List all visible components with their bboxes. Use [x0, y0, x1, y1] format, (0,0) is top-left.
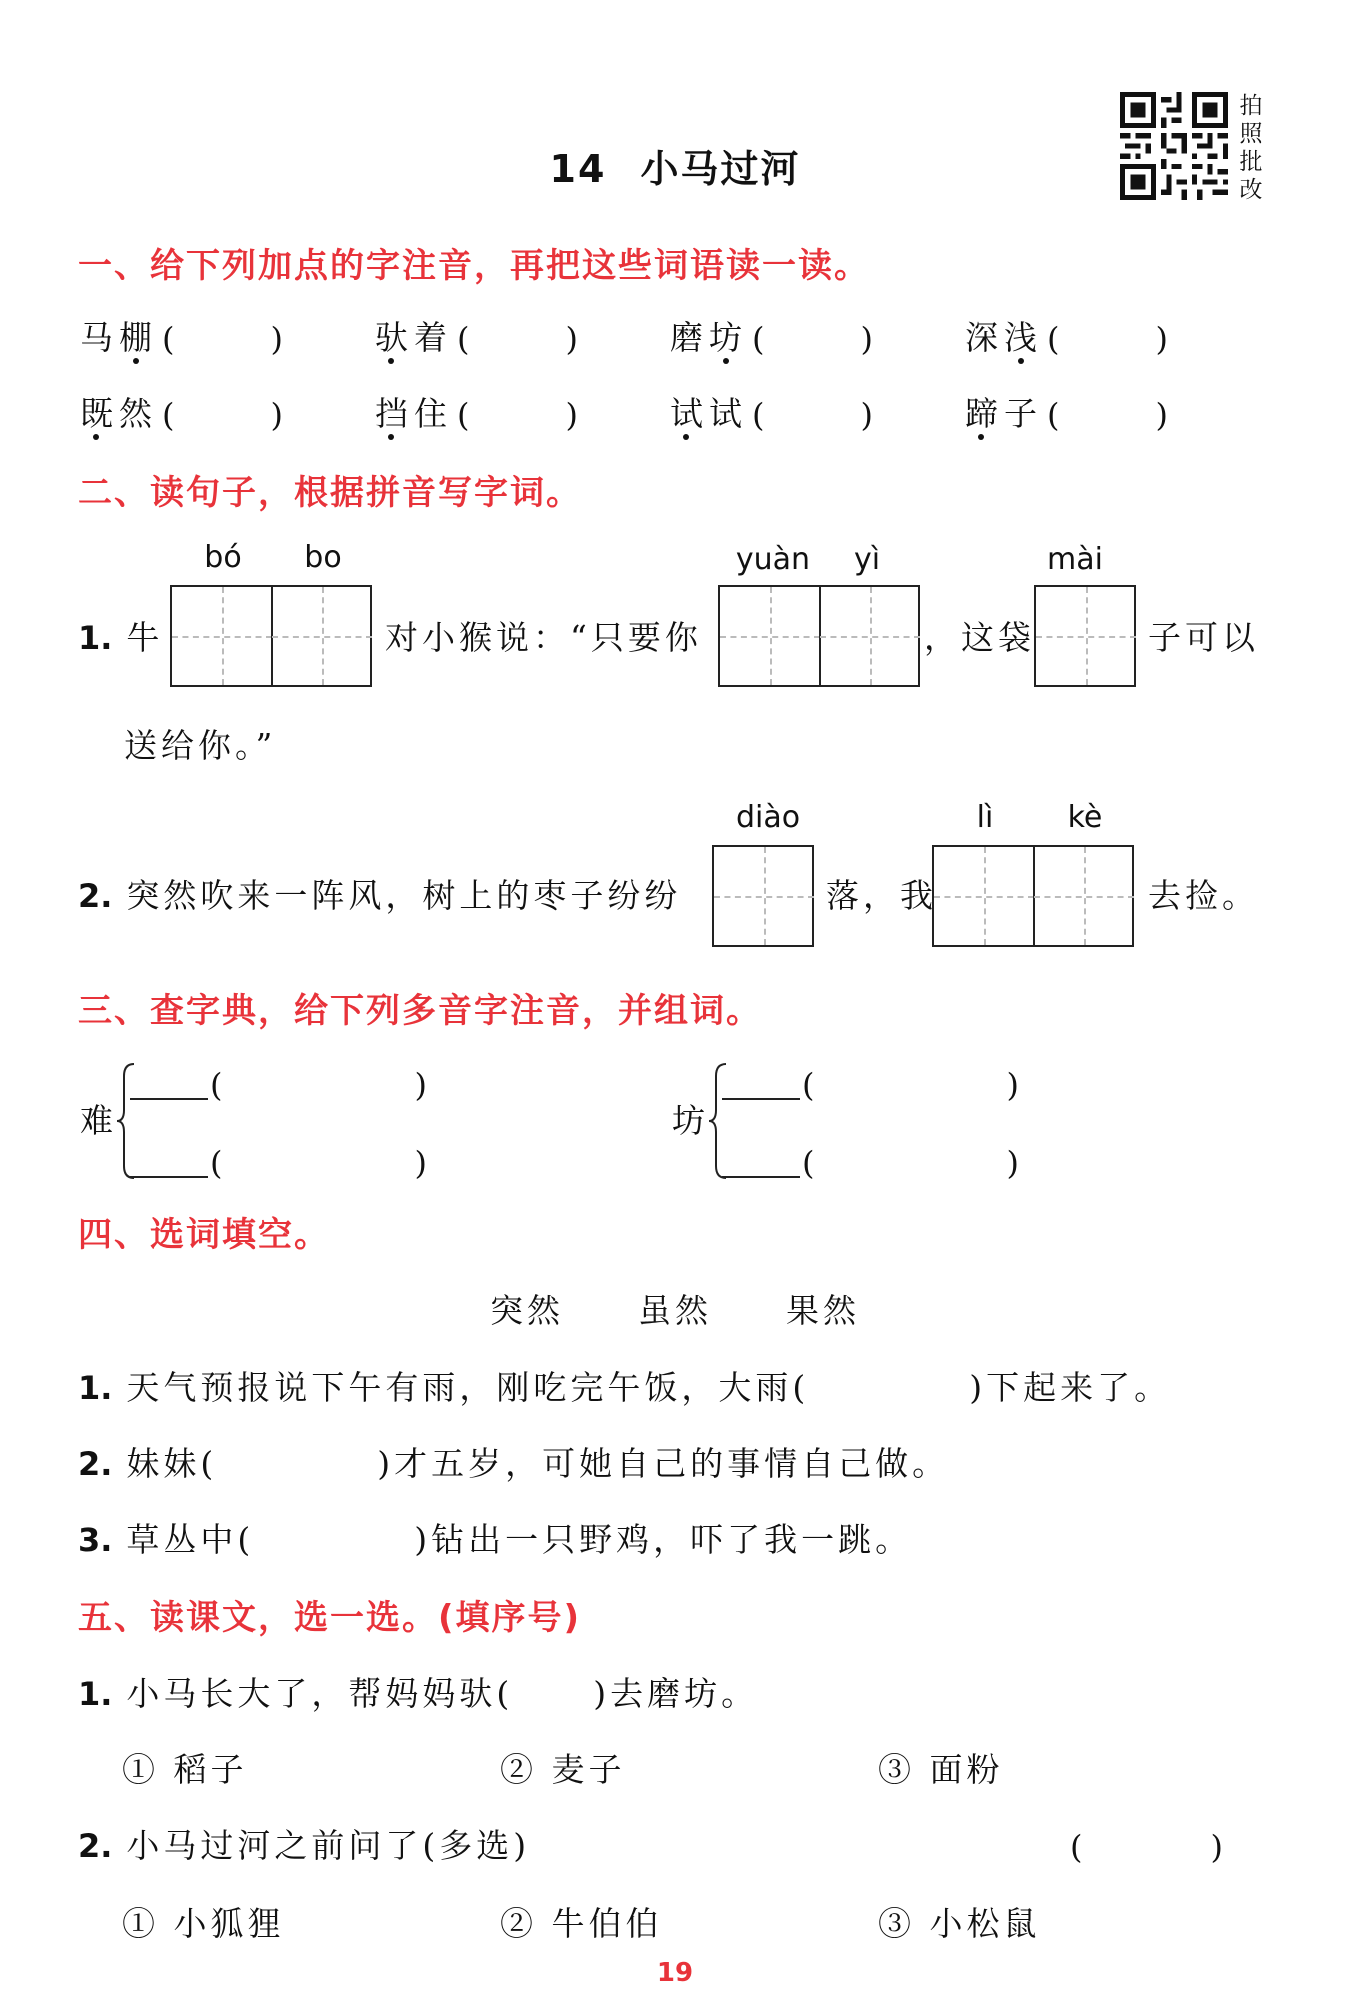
answer-paren[interactable]: ( )	[1047, 396, 1168, 434]
emphasis-dot	[388, 358, 394, 364]
word-item: 挡住	[375, 394, 453, 433]
section4-heading: 四、选词填空。	[78, 1215, 330, 1255]
question-s2-1-end: 子可以	[1148, 618, 1259, 657]
word-item: 深浅	[965, 318, 1043, 357]
question-s2-2-start: 2. 突然吹来一阵风，树上的枣子纷纷	[78, 876, 682, 915]
word-item: 试试	[670, 394, 748, 433]
writing-box[interactable]	[718, 585, 920, 687]
section5-heading: 五、读课文，选一选。(填序号)	[78, 1598, 582, 1638]
polyphone-char: 难	[80, 1101, 117, 1140]
writing-box[interactable]	[170, 585, 372, 687]
choice-option[interactable]: ① 小狐狸	[122, 1904, 285, 1943]
question-s4-1: 1. 天气预报说下午有雨，刚吃完午饭，大雨( )下起来了。	[78, 1368, 1172, 1407]
question-s4-3: 3. 草丛中( )钻出一只野鸡，吓了我一跳。	[78, 1520, 913, 1559]
writing-box[interactable]	[932, 845, 1134, 947]
answer-paren[interactable]: ( )	[1070, 1828, 1223, 1866]
answer-paren[interactable]: ( )	[162, 396, 283, 434]
section3-heading: 三、查字典，给下列多音字注音，并组词。	[78, 991, 762, 1031]
page-number: 19	[656, 1958, 694, 1988]
emphasis-dot	[978, 434, 984, 440]
brace-icon	[116, 1062, 136, 1180]
question-s2-1-mid: 对小猴说：“只要你	[385, 618, 702, 657]
answer-blank[interactable]	[722, 1098, 800, 1100]
question-s4-2: 2. 妹妹( )才五岁，可她自己的事情自己做。	[78, 1444, 950, 1483]
answer-paren[interactable]: ( )	[752, 320, 873, 358]
question-number: 2.	[78, 1445, 113, 1483]
lesson-number: 14	[549, 147, 607, 191]
question-number: 2.	[78, 1827, 113, 1865]
answer-paren[interactable]: ( )	[162, 320, 283, 358]
question-s2-2-end: 去捡。	[1148, 876, 1259, 915]
section2-heading: 二、读句子，根据拼音写字词。	[78, 473, 582, 513]
choice-option[interactable]: ② 牛伯伯	[500, 1904, 663, 1943]
question-number: 2.	[78, 877, 113, 915]
word-item: 驮着	[375, 318, 453, 357]
pinyin-label: bo	[304, 540, 342, 575]
answer-paren[interactable]: ( )	[210, 1066, 427, 1104]
answer-paren[interactable]: ( )	[1047, 320, 1168, 358]
section1-heading: 一、给下列加点的字注音，再把这些词语读一读。	[78, 246, 870, 286]
pinyin-label: yuàn	[735, 542, 811, 577]
emphasis-dot	[683, 434, 689, 440]
polyphone-char: 坊	[672, 1101, 709, 1140]
brace-icon	[708, 1062, 728, 1180]
question-s2-1-mid2: ，这袋	[924, 618, 1035, 657]
emphasis-dot	[133, 358, 139, 364]
writing-box[interactable]	[1034, 585, 1136, 687]
pinyin-label: kè	[1067, 800, 1103, 835]
word-item: 磨坊	[670, 318, 748, 357]
pinyin-label: bó	[204, 540, 242, 575]
choice-option[interactable]: ③ 小松鼠	[878, 1904, 1041, 1943]
question-number: 1.	[78, 619, 113, 657]
answer-paren[interactable]: ( )	[457, 320, 578, 358]
lesson-title: 小马过河	[640, 147, 801, 191]
answer-blank[interactable]	[722, 1176, 800, 1178]
answer-paren[interactable]: ( )	[457, 396, 578, 434]
choice-option[interactable]: ③ 面粉	[878, 1750, 1004, 1789]
emphasis-dot	[723, 358, 729, 364]
answer-paren[interactable]: ( )	[752, 396, 873, 434]
question-s2-1-continued: 送给你。”	[124, 726, 277, 765]
pinyin-label: diào	[735, 800, 801, 835]
answer-paren[interactable]: ( )	[802, 1066, 1019, 1104]
question-s2-1-start: 1. 牛	[78, 618, 164, 657]
question-s5-1: 1. 小马长大了，帮妈妈驮( )去磨坊。	[78, 1674, 759, 1713]
answer-blank[interactable]	[130, 1098, 208, 1100]
pinyin-label: yì	[853, 542, 881, 577]
answer-paren[interactable]: ( )	[210, 1144, 427, 1182]
word-item: 蹄子	[965, 394, 1043, 433]
question-s2-2-mid: 落，我	[826, 876, 937, 915]
emphasis-dot	[1018, 358, 1024, 364]
question-number: 1.	[78, 1369, 113, 1407]
answer-paren[interactable]: ( )	[802, 1144, 1019, 1182]
qr-label: 拍 照 批 改	[1239, 93, 1263, 203]
question-number: 3.	[78, 1521, 113, 1559]
pinyin-label: mài	[1047, 542, 1103, 577]
word-item: 马棚	[80, 318, 158, 357]
answer-blank[interactable]	[130, 1176, 208, 1178]
emphasis-dot	[388, 434, 394, 440]
question-s5-2: 2. 小马过河之前问了(多选)	[78, 1826, 531, 1865]
word-options: 突然 虽然 果然	[490, 1291, 860, 1330]
question-number: 1.	[78, 1675, 113, 1713]
writing-box[interactable]	[712, 845, 814, 947]
choice-option[interactable]: ① 稻子	[122, 1750, 248, 1789]
choice-option[interactable]: ② 麦子	[500, 1750, 626, 1789]
pinyin-label: lì	[976, 800, 994, 835]
word-item: 既然	[80, 394, 158, 433]
emphasis-dot	[93, 434, 99, 440]
qr-code-icon[interactable]	[1120, 92, 1228, 200]
